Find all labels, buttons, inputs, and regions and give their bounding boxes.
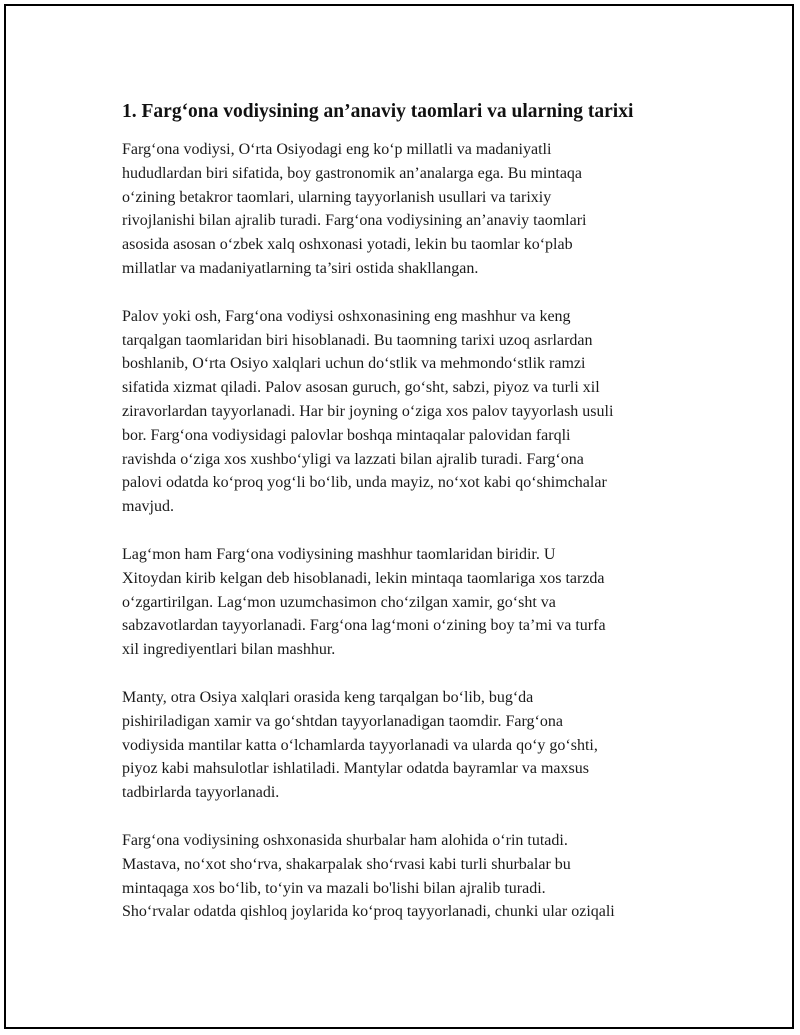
paragraph-shurba	[122, 829, 706, 924]
text-line: Lag‘mon ham Farg‘ona vodiysining mashhur taomlaridan biridir. U	[122, 545, 556, 563]
text-line: boshlanib, O‘rta Osiyo xalqlari uchun do‘stlik va mehmondo‘stlik ramzi	[122, 355, 586, 373]
text-line: palovi odatda ko‘proq yog‘li bo‘lib, unda mayiz, no‘xot kabi qo‘shimchalar	[122, 474, 607, 492]
text-line: tarqalgan taomlaridan biri hisoblanadi. Bu taomning tarixi uzoq asrlardan	[122, 331, 593, 349]
text-line: piyoz kabi mahsulotlar ishlatiladi. Mantylar odatda bayramlar va maxsus	[122, 760, 589, 778]
text-line: millatlar va madaniyatlarning ta’siri ostida shakllangan.	[122, 259, 479, 277]
paragraph-palov	[122, 305, 706, 519]
text-line: xil ingrediyentlari bilan mashhur.	[122, 641, 336, 659]
text-line: Farg‘ona vodiysi, O‘rta Osiyodagi eng ko‘p millatli va madaniyatli	[122, 141, 552, 158]
text-line: Manty, otra Osiya xalqlari orasida keng tarqalgan bo‘lib, bug‘da	[122, 688, 534, 706]
text-line: mintaqaga xos bo‘lib, to‘yin va mazali bo'lishi bilan ajralib turadi.	[122, 879, 546, 897]
text-line: sabzavotlardan tayyorlanadi. Farg‘ona lag‘moni o‘zining boy ta’mi va turfa	[122, 617, 606, 635]
text-line: mavjud.	[122, 498, 174, 516]
text-line: vodiysida mantilar katta o‘lchamlarda tayyorlanadi va ularda qo‘y go‘shti,	[122, 736, 598, 754]
text-line: Palov yoki osh, Farg‘ona vodiysi oshxonasining eng mashhur va keng	[122, 307, 571, 325]
text-line: o‘zining betakror taomlari, ularning tayyorlanish usullari va tarixiy	[122, 188, 552, 206]
text-line: pishiriladigan xamir va go‘shtdan tayyorlanadigan taomdir. Farg‘ona	[122, 712, 563, 730]
page-frame	[4, 4, 794, 1029]
document-body	[122, 98, 706, 948]
paragraph-lagmon	[122, 543, 706, 662]
text-line: Farg‘ona vodiysining oshxonasida shurbalar ham alohida o‘rin tutadi.	[122, 831, 568, 849]
text-line: hududlardan biri sifatida, boy gastronomik an’analarga ega. Bu mintaqa	[122, 164, 583, 182]
text-line: o‘zgartirilgan. Lag‘mon uzumchasimon cho‘zilgan xamir, go‘sht va	[122, 593, 556, 611]
paragraph-intro	[122, 138, 706, 281]
text-line: Xitoydan kirib kelgan deb hisoblanadi, lekin mintaqa taomlariga xos tarzda	[122, 569, 605, 587]
paragraph-manty	[122, 686, 706, 805]
text-line: Mastava, no‘xot sho‘rva, shakarpalak sho‘rvasi kabi turli shurbalar bu	[122, 855, 571, 873]
text-line: bor. Farg‘ona vodiysidagi palovlar boshqa mintaqalar palovidan farqli	[122, 426, 571, 444]
text-line: ziravorlardan tayyorlanadi. Har bir joyning o‘ziga xos palov tayyorlash usuli	[122, 402, 614, 420]
text-line: asosida asosan o‘zbek xalq oshxonasi yotadi, lekin bu taomlar ko‘plab	[122, 236, 573, 254]
text-line: tadbirlarda tayyorlanadi.	[122, 784, 280, 802]
text-line: ravishda o‘ziga xos xushbo‘yligi va lazzati bilan ajralib turadi. Farg‘ona	[122, 450, 584, 468]
section-heading: 1. Farg‘ona vodiysining an’anaviy taomlari va ularning tarixi	[122, 101, 634, 122]
text-line: sifatida xizmat qiladi. Palov asosan guruch, go‘sht, sabzi, piyoz va turli xil	[122, 379, 600, 397]
text-line: Sho‘rvalar odatda qishloq joylarida ko‘proq tayyorlanadi, chunki ular oziqali	[122, 903, 615, 921]
text-line: rivojlanishi bilan ajralib turadi. Farg‘ona vodiysining an’anaviy taomlari	[122, 212, 587, 230]
